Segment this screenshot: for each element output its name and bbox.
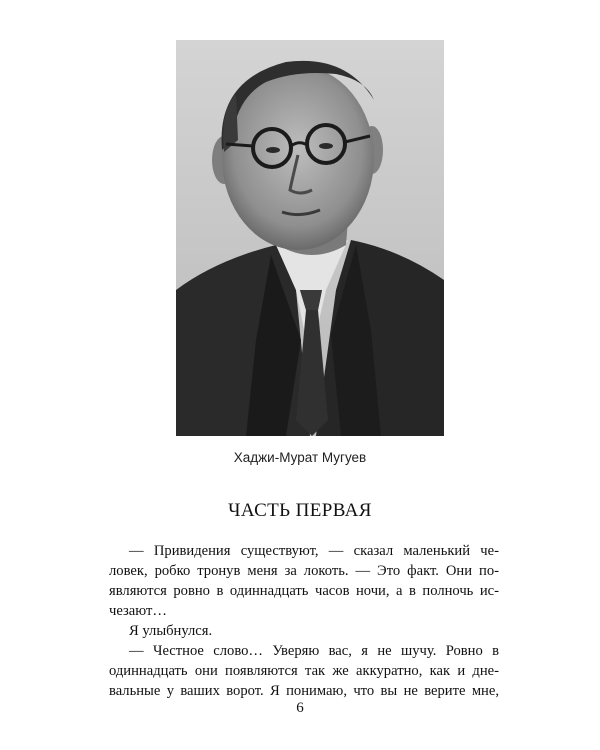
- page-number: 6: [296, 700, 304, 716]
- photo-caption: Хаджи-Мурат Мугуев: [233, 450, 367, 465]
- text-line: ловек, робко тронув меня за локоть. — Это факт. Они по-: [109, 563, 499, 579]
- text-line: одиннадцать они появляются так же аккуратно, как и днe-: [109, 663, 499, 679]
- text-line: — Привидения существуют, — сказал маленький че-: [129, 543, 499, 559]
- text-line: чезают…: [109, 603, 167, 619]
- text-line: вальные у ваших ворот. Я понимаю, что вы не верите мне,: [109, 683, 499, 699]
- body-text: [109, 541, 499, 701]
- text-line: — Честное слово… Уверяю вас, я не шучу. Ровно в: [129, 643, 499, 659]
- chapter-title: ЧАСТЬ ПЕРВАЯ: [228, 500, 372, 521]
- text-line: являются ровно в одиннадцать часов ночи, а в полночь ис-: [109, 583, 499, 599]
- portrait-image: [176, 40, 444, 436]
- author-portrait-photo: [176, 40, 444, 436]
- text-line: Я улыбнулся.: [129, 623, 213, 639]
